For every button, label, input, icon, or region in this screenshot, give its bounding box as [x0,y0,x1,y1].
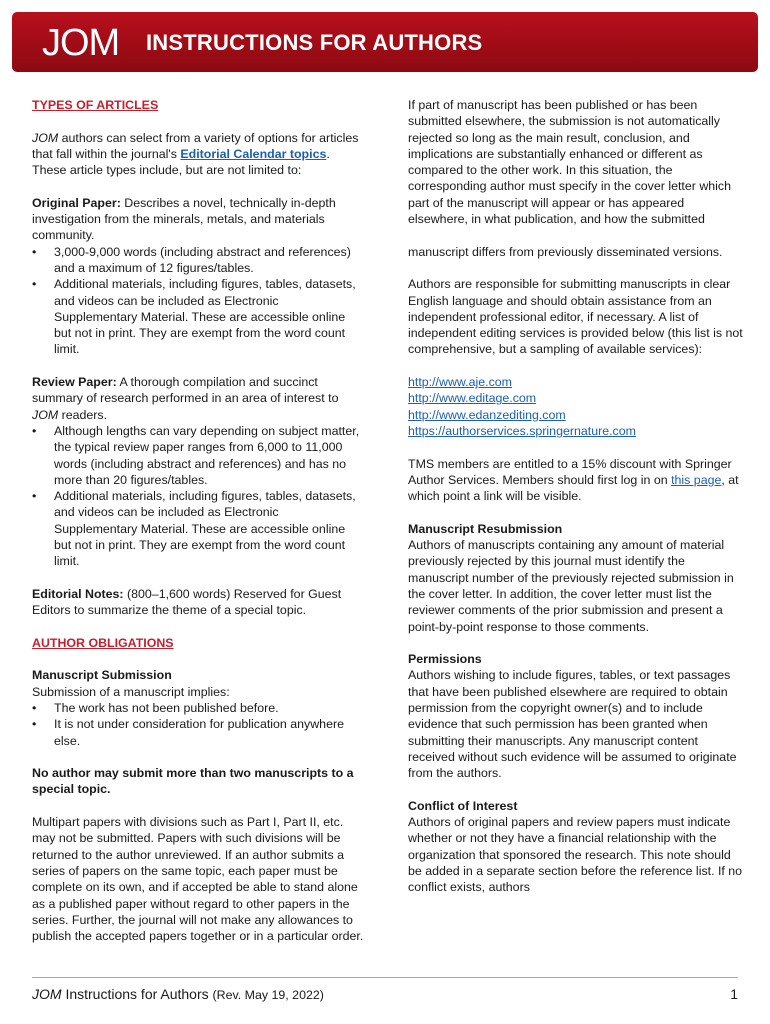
list-item: • Additional materials, including figures, tables, datasets, and videos can be included as Electronic Supplementary Material. These are accessible online but not in print. They are exempt from the word count limit. [32,488,364,569]
submission-intro: Submission of a manuscript implies: [32,684,230,699]
footer-divider [32,977,738,978]
footer-title: JOM Instructions for Authors (Rev. May 19, 2022) [32,986,324,1002]
this-page-link[interactable]: this page [671,472,722,487]
conflict-of-interest-heading: Conflict of Interest [408,798,518,813]
english-language-paragraph: Authors are responsible for submitting manuscripts in clear English language and should obtain assistance from an independent professional editor, if necessary. A list of independent editing services is provided below (this list is not comprehensive, but a sampling of available services): [408,277,743,357]
edanz-link[interactable]: http://www.edanzediting.com [408,407,566,422]
editing-services-links [408,374,744,439]
list-item: • 3,000-9,000 words (including abstract and references) and a maximum of 12 figures/tables. [32,244,364,277]
editorial-notes-description: Editorial Notes: (800–1,600 words) Reserved for Guest Editors to summarize the theme of a special topic. [32,586,342,618]
review-paper-list [32,423,364,570]
editage-link[interactable]: http://www.editage.com [408,391,537,406]
submission-list [32,700,364,749]
published-part-paragraph: If part of manuscript has been published or has been submitted elsewhere, the submission is not automatically rejected so long as the main result, conclusion, and implications are substantially enhanced or different as compared to the other work. In this situation, the corresponding author must specify in the cover letter which part of the manuscript will appear or has appeared elsewhere, in what publication, and how the submitted [408,98,732,227]
original-paper-list [32,244,364,358]
page-number: 1 [730,986,738,1002]
two-manuscripts-rule: No author may submit more than two manuscripts to a special topic. [32,766,354,797]
review-paper-description: Review Paper: A thorough compilation and succinct summary of research performed in an area of interest to JOM readers. [32,375,339,422]
aje-link[interactable]: http://www.aje.com [408,375,512,390]
resubmission-paragraph: Authors of manuscripts containing any amount of material previously rejected by this journal must identify the manuscript number of the previously rejected submission in the cover letter. In addition, the cover letter must list the reviewer comments of the prior submission and present a point-by-point response to those comments. [408,538,734,634]
manuscript-submission-heading: Manuscript Submission [32,668,172,683]
types-of-articles-heading: TYPES OF ARTICLES [32,98,159,112]
list-item: • The work has not been published before. [32,700,364,716]
author-obligations-heading: AUTHOR OBLIGATIONS [32,635,174,650]
editorial-calendar-link[interactable]: Editorial Calendar topics [180,146,327,161]
revision-date: (Rev. May 19, 2022) [212,988,324,1002]
list-item: • It is not under consideration for publication anywhere else. [32,716,364,749]
conflict-of-interest-paragraph: Authors of original papers and review papers must indicate whether or not they have a financial relationship with the organization that sponsored the research. This note should be added in a separate section before the reference list. If no conflict exists, authors [408,815,743,895]
permissions-paragraph: Authors wishing to include figures, tables, or text passages that have been published elsewhere are required to obtain permission from the copyright owner(s) and to include evidence that such permission has been granted when submitting their manuscripts. Any manuscript content received without such evidence will be assumed to originate from the authors. [408,668,737,781]
jom-logo: JOM [42,22,120,64]
springer-author-services-link[interactable]: https://authorservices.springernature.com [408,423,636,438]
intro-paragraph: JOM authors can select from a variety of options for articles that fall within the journal's Editorial Calendar topics. These article types include, but are not limited to: [32,130,359,178]
published-part-continued: manuscript differs from previously disseminated versions. [408,244,723,259]
resubmission-heading: Manuscript Resubmission [408,521,563,536]
right-column [408,97,744,896]
permissions-heading: Permissions [408,652,482,667]
header-banner [12,12,758,72]
tms-discount-paragraph: TMS members are entitled to a 15% discount with Springer Author Services. Members should first log in on this page, at which point a link will be visible. [408,456,739,504]
list-item: • Additional materials, including figures, tables, datasets, and videos can be included as Electronic Supplementary Material. These are accessible online but not in print. They are exempt from the word count limit. [32,276,364,357]
left-column [32,97,364,961]
multipart-paragraph: Multipart papers with divisions such as Part I, Part II, etc. may not be submitted. Papers with such divisions will be returned to the author unreviewed. If an author submits a series of papers on the same topic, each paper must be complete on its own, and if accepted be able to stand alone as a published paper without regard to other papers in the series. Further, the journal will not make any allowances to publish the accepted papers together or in a particular order. [32,815,364,944]
original-paper-description: Original Paper: Describes a novel, technically in-depth investigation from the minerals, metals, and materials community. [32,195,336,243]
list-item: • Although lengths can vary depending on subject matter, the typical review paper ranges from 6,000 to 11,000 words (including abstract and references) and has no more than 20 figures/tables. [32,423,364,488]
page-title: INSTRUCTIONS FOR AUTHORS [146,30,483,55]
